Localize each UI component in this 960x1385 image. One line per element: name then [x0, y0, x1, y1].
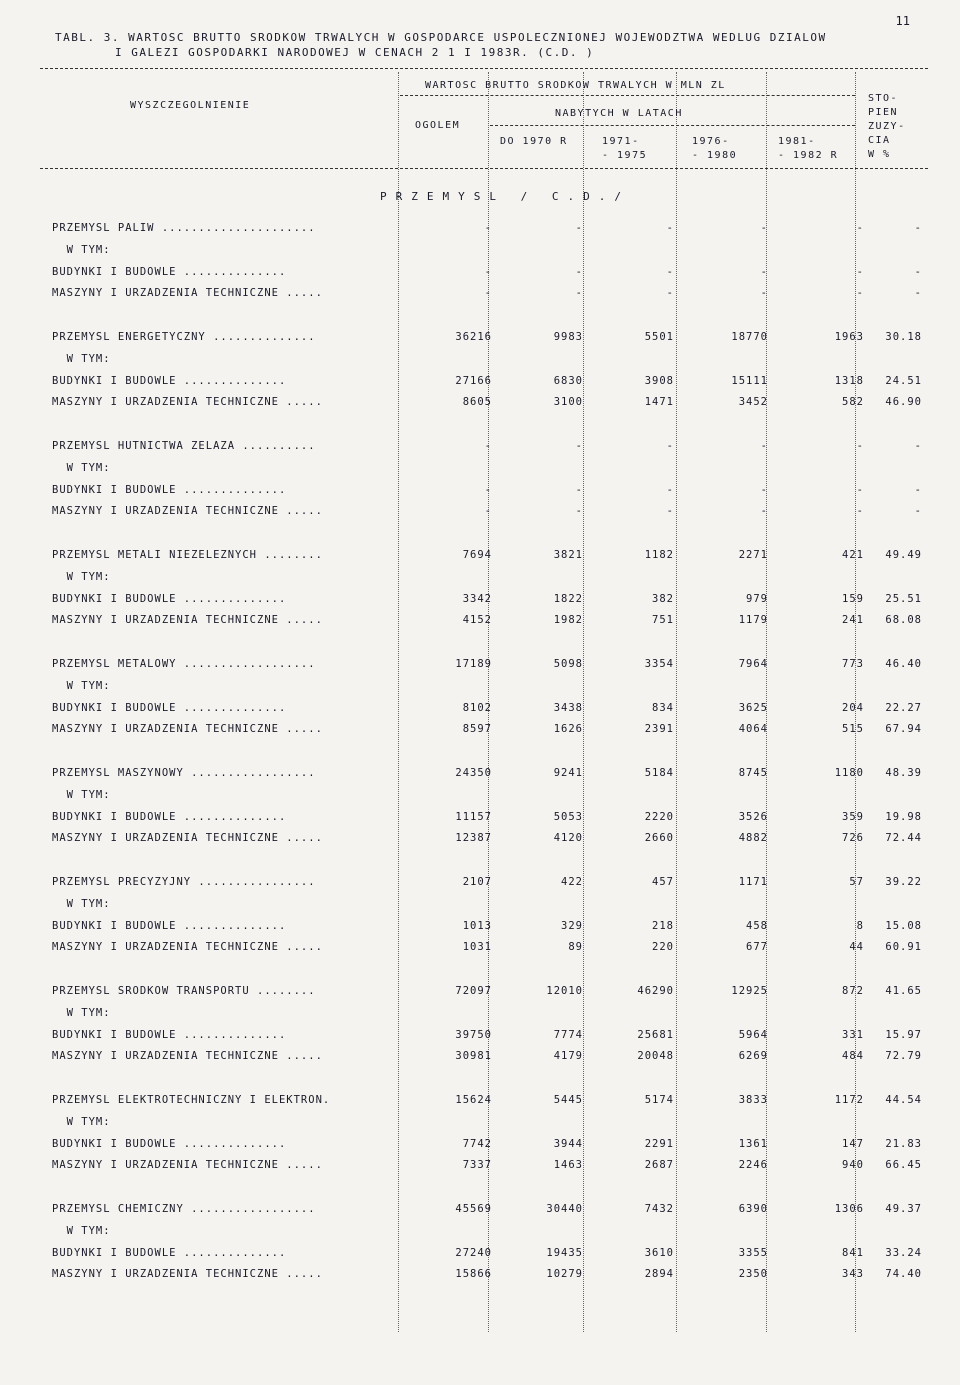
cell-value: - [575, 265, 583, 278]
row-label: MASZYNY I URZADZENIA TECHNICZNE ..... [52, 1159, 323, 1172]
cell-value: - [575, 287, 583, 300]
cell-value: 12010 [546, 985, 583, 997]
cell-value: 331 [842, 1028, 864, 1041]
table-row [52, 1007, 928, 1020]
table-title-line2: I GALEZI GOSPODARKI NARODOWEJ W CENACH 2 1 I 1983R. (C.D. ) [115, 46, 595, 59]
table-row [52, 1094, 928, 1107]
cell-value: 72097 [455, 985, 492, 997]
cell-value: - [760, 222, 768, 234]
cell-value: 329 [561, 919, 583, 932]
cell-value: 1182 [644, 549, 674, 561]
table-row [52, 658, 928, 671]
cell-value: 8745 [738, 767, 768, 779]
row-label: W TYM: [52, 1115, 111, 1128]
table-row [52, 614, 928, 627]
cell-value: 3821 [553, 549, 583, 561]
cell-value: 60.91 [885, 941, 922, 954]
cell-value: 458 [746, 919, 768, 932]
cell-value: 1179 [738, 614, 768, 627]
cell-value: 1013 [462, 919, 492, 932]
cell-value: 6830 [553, 374, 583, 387]
cell-value: 24350 [455, 767, 492, 779]
header-stopien-2: PIEN [868, 107, 899, 118]
cell-value: - [575, 505, 583, 518]
cell-value: 204 [842, 701, 864, 714]
table-row [52, 1116, 928, 1129]
cell-value: 3354 [644, 658, 674, 670]
cell-value: 48.39 [885, 767, 922, 779]
cell-value: 7742 [462, 1137, 492, 1150]
header-period-4b: - 1982 R [778, 150, 839, 161]
row-label: PRZEMYSL ELEKTROTECHNICZNY I ELEKTRON. [52, 1094, 331, 1106]
row-label: W TYM: [52, 243, 111, 256]
cell-value: - [760, 483, 768, 496]
cell-value: - [666, 222, 674, 234]
cell-value: - [666, 483, 674, 496]
cell-value: 72.79 [885, 1050, 922, 1063]
cell-value: 68.08 [885, 614, 922, 627]
row-label: PRZEMYSL SRODKOW TRANSPORTU ........ [52, 985, 316, 997]
table-row [52, 811, 928, 824]
cell-value: 677 [746, 941, 768, 954]
header-period-3a: 1976- [692, 136, 730, 147]
cell-value: - [856, 287, 864, 300]
cell-value: 422 [561, 876, 583, 888]
cell-value: 46.90 [885, 396, 922, 409]
cell-value: 30.18 [885, 331, 922, 343]
cell-value: 39.22 [885, 876, 922, 888]
table-row [52, 789, 928, 802]
cell-value: - [484, 265, 492, 278]
cell-value: 1306 [834, 1203, 864, 1215]
header-wyszczegolnienie: WYSZCZEGOLNIENIE [130, 100, 251, 111]
cell-value: - [484, 505, 492, 518]
cell-value: 17189 [455, 658, 492, 670]
cell-value: 3833 [738, 1094, 768, 1106]
cell-value: 8102 [462, 701, 492, 714]
cell-value: - [575, 440, 583, 452]
table-row [52, 418, 928, 431]
cell-value: - [484, 483, 492, 496]
cell-value: 4152 [462, 614, 492, 627]
cell-value: 8 [856, 919, 864, 932]
table-row [52, 1268, 928, 1281]
cell-value: 45569 [455, 1203, 492, 1215]
row-label: BUDYNKI I BUDOWLE .............. [52, 1028, 287, 1041]
table-row [52, 549, 928, 562]
cell-value: 33.24 [885, 1246, 922, 1259]
cell-value: 7694 [462, 549, 492, 561]
cell-value: 1471 [644, 396, 674, 409]
row-label: W TYM: [52, 1224, 111, 1237]
table-row [52, 985, 928, 998]
row-label: MASZYNY I URZADZENIA TECHNICZNE ..... [52, 832, 323, 845]
cell-value: 382 [652, 592, 674, 605]
row-label: PRZEMYSL PALIW ..................... [52, 222, 316, 234]
table-row [52, 396, 928, 409]
cell-value: 89 [568, 941, 583, 954]
table-row [52, 680, 928, 693]
row-label: BUDYNKI I BUDOWLE .............. [52, 1246, 287, 1259]
cell-value: 3355 [738, 1246, 768, 1259]
row-label: PRZEMYSL ENERGETYCZNY .............. [52, 331, 316, 343]
cell-value: - [575, 222, 583, 234]
cell-value: 8597 [462, 723, 492, 736]
row-label: MASZYNY I URZADZENIA TECHNICZNE ..... [52, 287, 323, 300]
cell-value: - [484, 222, 492, 234]
cell-value: 5501 [644, 331, 674, 343]
cell-value: 421 [842, 549, 864, 561]
cell-value: 5174 [644, 1094, 674, 1106]
row-label: BUDYNKI I BUDOWLE .............. [52, 592, 287, 605]
cell-value: - [914, 222, 922, 234]
table-title-line1: TABL. 3. WARTOSC BRUTTO SRODKOW TRWALYCH W GOSPODARCE USPOLECZNIONEJ WOJEWODZTWA WEDLUG DZIALOW [55, 31, 827, 44]
header-sub-rule [400, 95, 855, 96]
cell-value: 1822 [553, 592, 583, 605]
table-row [52, 593, 928, 606]
table-row [52, 876, 928, 889]
table-row [52, 375, 928, 388]
cell-value: - [575, 483, 583, 496]
row-label: PRZEMYSL METALI NIEZELEZNYCH ........ [52, 549, 323, 561]
cell-value: 7964 [738, 658, 768, 670]
cell-value: 44 [849, 941, 864, 954]
cell-value: 57 [849, 876, 864, 888]
cell-value: 8605 [462, 396, 492, 409]
cell-value: 22.27 [885, 701, 922, 714]
cell-value: 6269 [738, 1050, 768, 1063]
table-row [52, 1225, 928, 1238]
cell-value: - [760, 265, 768, 278]
row-label: PRZEMYSL MASZYNOWY ................. [52, 767, 316, 779]
table-row [52, 854, 928, 867]
cell-value: 10279 [546, 1268, 583, 1281]
cell-value: - [914, 483, 922, 496]
cell-value: - [760, 505, 768, 518]
header-ogolem: OGOLEM [415, 120, 461, 131]
row-label: BUDYNKI I BUDOWLE .............. [52, 1137, 287, 1150]
cell-value: - [914, 440, 922, 452]
table-title [55, 30, 827, 60]
cell-value: 1361 [738, 1137, 768, 1150]
table-row [52, 571, 928, 584]
cell-value: 1318 [834, 374, 864, 387]
row-label: W TYM: [52, 352, 111, 365]
cell-value: 5964 [738, 1028, 768, 1041]
cell-value: - [856, 440, 864, 452]
cell-value: 4882 [738, 832, 768, 845]
cell-value: 1172 [834, 1094, 864, 1106]
table-row [52, 723, 928, 736]
cell-value: 2291 [644, 1137, 674, 1150]
cell-value: 940 [842, 1159, 864, 1172]
header-stopien-4: CIA [868, 135, 891, 146]
cell-value: 979 [746, 592, 768, 605]
table-row [52, 1072, 928, 1085]
table-row [52, 505, 928, 518]
cell-value: 3342 [462, 592, 492, 605]
cell-value: 25.51 [885, 592, 922, 605]
cell-value: 46.40 [885, 658, 922, 670]
cell-value: 9241 [553, 767, 583, 779]
table-row [52, 1203, 928, 1216]
header-period-4a: 1981- [778, 136, 816, 147]
cell-value: 27240 [455, 1246, 492, 1259]
cell-value: 7774 [553, 1028, 583, 1041]
table-row [52, 266, 928, 279]
cell-value: 484 [842, 1050, 864, 1063]
cell-value: 15866 [455, 1268, 492, 1281]
header-stopien-3: ZUZY- [868, 121, 906, 132]
cell-value: 44.54 [885, 1094, 922, 1106]
header-bottom-rule [40, 168, 928, 169]
cell-value: 1171 [738, 876, 768, 888]
cell-value: 9983 [553, 331, 583, 343]
cell-value: - [856, 265, 864, 278]
row-label: BUDYNKI I BUDOWLE .............. [52, 810, 287, 823]
cell-value: 39750 [455, 1028, 492, 1041]
table-row [52, 527, 928, 540]
table-row [52, 898, 928, 911]
row-label: MASZYNY I URZADZENIA TECHNICZNE ..... [52, 396, 323, 409]
table-row [52, 920, 928, 933]
cell-value: - [760, 287, 768, 300]
cell-value: 1963 [834, 331, 864, 343]
cell-value: - [666, 505, 674, 518]
cell-value: 72.44 [885, 832, 922, 845]
cell-value: 25681 [637, 1028, 674, 1041]
cell-value: 2894 [644, 1268, 674, 1281]
cell-value: 726 [842, 832, 864, 845]
cell-value: 36216 [455, 331, 492, 343]
cell-value: 2350 [738, 1268, 768, 1281]
cell-value: 15111 [731, 374, 768, 387]
row-label: MASZYNY I URZADZENIA TECHNICZNE ..... [52, 614, 323, 627]
cell-value: 3452 [738, 396, 768, 409]
cell-value: 6390 [738, 1203, 768, 1215]
table-row [52, 702, 928, 715]
table-row [52, 484, 928, 497]
cell-value: 66.45 [885, 1159, 922, 1172]
cell-value: 359 [842, 810, 864, 823]
cell-value: 5098 [553, 658, 583, 670]
table-row [52, 1159, 928, 1172]
cell-value: 21.83 [885, 1137, 922, 1150]
cell-value: 2660 [644, 832, 674, 845]
cell-value: 241 [842, 614, 864, 627]
header-period-3b: - 1980 [692, 150, 738, 161]
cell-value: 19.98 [885, 810, 922, 823]
cell-value: 582 [842, 396, 864, 409]
table-row [52, 309, 928, 322]
table-row [52, 244, 928, 257]
cell-value: 5053 [553, 810, 583, 823]
cell-value: 872 [842, 985, 864, 997]
cell-value: 220 [652, 941, 674, 954]
cell-value: 147 [842, 1137, 864, 1150]
header-wartosc: WARTOSC BRUTTO SRODKOW TRWALYCH W MLN ZL [425, 80, 726, 91]
cell-value: 67.94 [885, 723, 922, 736]
cell-value: 11157 [455, 810, 492, 823]
table-row [52, 1050, 928, 1063]
cell-value: 159 [842, 592, 864, 605]
cell-value: 5445 [553, 1094, 583, 1106]
cell-value: 1031 [462, 941, 492, 954]
cell-value: - [760, 440, 768, 452]
cell-value: 15.08 [885, 919, 922, 932]
row-label: W TYM: [52, 461, 111, 474]
table-row [52, 440, 928, 453]
cell-value: 18770 [731, 331, 768, 343]
cell-value: 751 [652, 614, 674, 627]
cell-value: 7337 [462, 1159, 492, 1172]
row-label: BUDYNKI I BUDOWLE .............. [52, 265, 287, 278]
cell-value: 20048 [637, 1050, 674, 1063]
cell-value: 3944 [553, 1137, 583, 1150]
cell-value: 3908 [644, 374, 674, 387]
cell-value: 7432 [644, 1203, 674, 1215]
table-row [52, 1138, 928, 1151]
cell-value: 12925 [731, 985, 768, 997]
table-row [52, 1029, 928, 1042]
cell-value: 30981 [455, 1050, 492, 1063]
table-row [52, 1247, 928, 1260]
cell-value: - [914, 505, 922, 518]
row-label: BUDYNKI I BUDOWLE .............. [52, 919, 287, 932]
table-row [52, 222, 928, 235]
cell-value: 27166 [455, 374, 492, 387]
header-stopien-5: W % [868, 149, 891, 160]
cell-value: 3100 [553, 396, 583, 409]
table-row [52, 462, 928, 475]
cell-value: 4120 [553, 832, 583, 845]
cell-value: 2271 [738, 549, 768, 561]
row-label: PRZEMYSL METALOWY .................. [52, 658, 316, 670]
cell-value: 218 [652, 919, 674, 932]
cell-value: - [484, 440, 492, 452]
cell-value: 773 [842, 658, 864, 670]
cell-value: 2107 [462, 876, 492, 888]
cell-value: 343 [842, 1268, 864, 1281]
table-row [52, 353, 928, 366]
cell-value: 30440 [546, 1203, 583, 1215]
row-label: W TYM: [52, 897, 111, 910]
table-row [52, 832, 928, 845]
cell-value: - [856, 483, 864, 496]
row-label: W TYM: [52, 570, 111, 583]
row-label: BUDYNKI I BUDOWLE .............. [52, 374, 287, 387]
cell-value: 841 [842, 1246, 864, 1259]
header-period-2b: - 1975 [602, 150, 648, 161]
cell-value: 2246 [738, 1159, 768, 1172]
cell-value: 41.65 [885, 985, 922, 997]
header-sub-rule [490, 125, 855, 126]
cell-value: 3610 [644, 1246, 674, 1259]
row-label: W TYM: [52, 1006, 111, 1019]
row-label: MASZYNY I URZADZENIA TECHNICZNE ..... [52, 1050, 323, 1063]
cell-value: - [856, 505, 864, 518]
row-label: MASZYNY I URZADZENIA TECHNICZNE ..... [52, 723, 323, 736]
cell-value: 3438 [553, 701, 583, 714]
row-label: PRZEMYSL CHEMICZNY ................. [52, 1203, 316, 1215]
cell-value: 2391 [644, 723, 674, 736]
cell-value: 515 [842, 723, 864, 736]
header-stopien-1: STO- [868, 93, 899, 104]
cell-value: - [484, 287, 492, 300]
row-label: PRZEMYSL HUTNICTWA ZELAZA .......... [52, 440, 316, 452]
cell-value: - [666, 287, 674, 300]
cell-value: 5184 [644, 767, 674, 779]
cell-value: 2220 [644, 810, 674, 823]
table-row [52, 1181, 928, 1194]
header-period-1: DO 1970 R [500, 136, 568, 147]
cell-value: 24.51 [885, 374, 922, 387]
cell-value: 12387 [455, 832, 492, 845]
table-row [52, 636, 928, 649]
row-label: MASZYNY I URZADZENIA TECHNICZNE ..... [52, 941, 323, 954]
cell-value: 457 [652, 876, 674, 888]
table-row [52, 963, 928, 976]
header-top-rule [40, 68, 928, 69]
cell-value: 1626 [553, 723, 583, 736]
cell-value: 46290 [637, 985, 674, 997]
row-label: BUDYNKI I BUDOWLE .............. [52, 483, 287, 496]
cell-value: 4064 [738, 723, 768, 736]
header-period-2a: 1971- [602, 136, 640, 147]
cell-value: 19435 [546, 1246, 583, 1259]
table-row [52, 745, 928, 758]
row-label: PRZEMYSL PRECYZYJNY ................ [52, 876, 316, 888]
page-number: 11 [895, 14, 910, 28]
cell-value: 834 [652, 701, 674, 714]
table-row [52, 287, 928, 300]
cell-value: 2687 [644, 1159, 674, 1172]
cell-value: 49.37 [885, 1203, 922, 1215]
cell-value: 3625 [738, 701, 768, 714]
cell-value: 1463 [553, 1159, 583, 1172]
row-label: BUDYNKI I BUDOWLE .............. [52, 701, 287, 714]
table-row [52, 767, 928, 780]
row-label: W TYM: [52, 679, 111, 692]
cell-value: 15.97 [885, 1028, 922, 1041]
cell-value: 3526 [738, 810, 768, 823]
header-nabytych: NABYTYCH W LATACH [555, 108, 683, 119]
cell-value: - [914, 287, 922, 300]
cell-value: 49.49 [885, 549, 922, 561]
row-label: MASZYNY I URZADZENIA TECHNICZNE ..... [52, 1268, 323, 1281]
table-row [52, 331, 928, 344]
cell-value: 74.40 [885, 1268, 922, 1281]
cell-value: - [666, 265, 674, 278]
row-label: MASZYNY I URZADZENIA TECHNICZNE ..... [52, 505, 323, 518]
cell-value: - [914, 265, 922, 278]
cell-value: 1180 [834, 767, 864, 779]
row-label: W TYM: [52, 788, 111, 801]
cell-value: 4179 [553, 1050, 583, 1063]
cell-value: - [666, 440, 674, 452]
cell-value: 1982 [553, 614, 583, 627]
cell-value: 15624 [455, 1094, 492, 1106]
table-row [52, 941, 928, 954]
section-title: PRZEMYSL / C.D./ [380, 190, 630, 203]
cell-value: - [856, 222, 864, 234]
